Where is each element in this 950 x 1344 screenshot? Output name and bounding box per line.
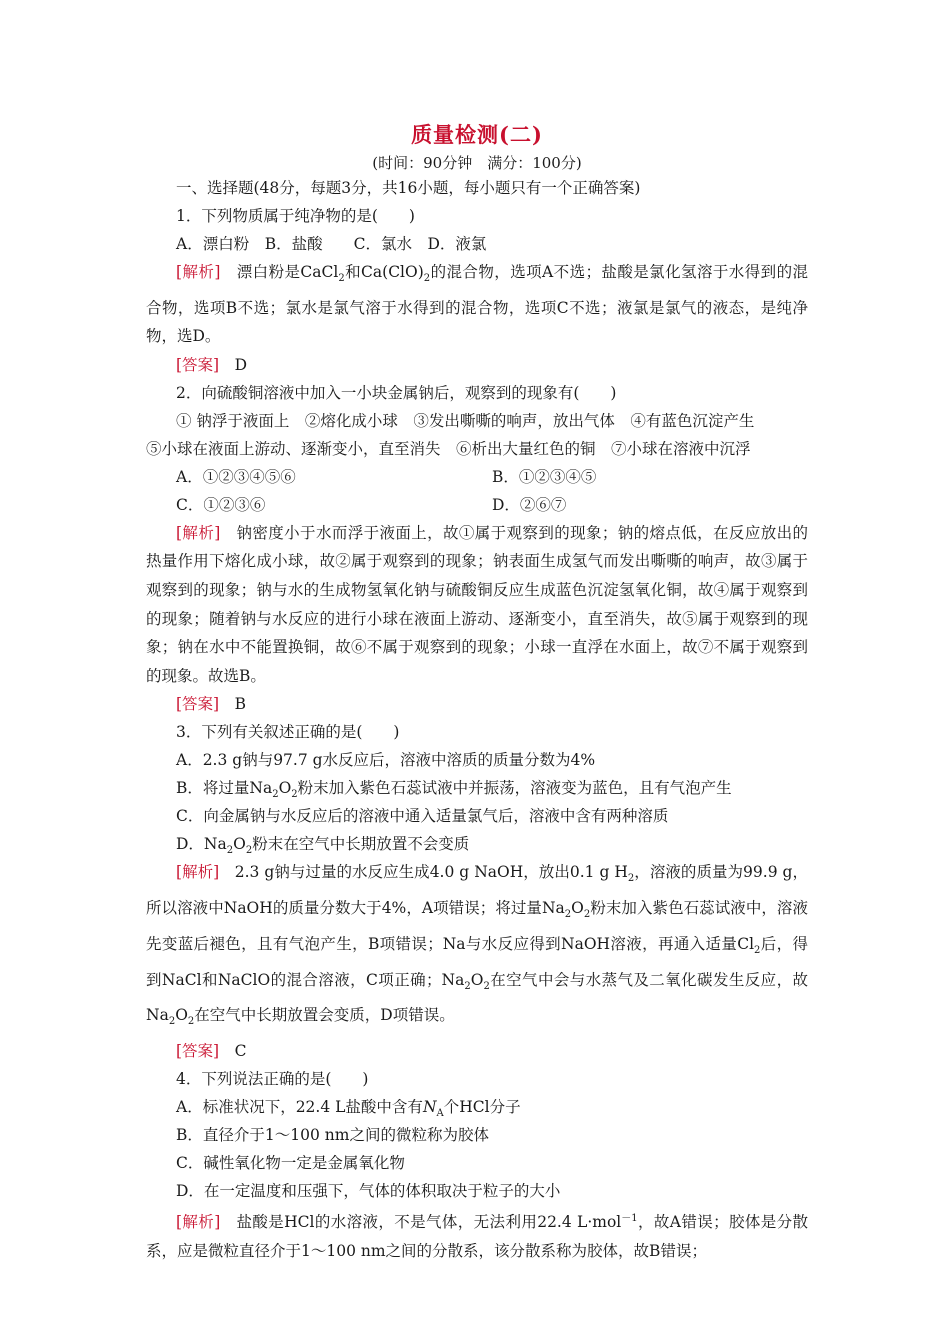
question-1-stem: 1．下列物质属于纯净物的是( ) bbox=[176, 207, 415, 225]
question-2-phenomena-line-1: ① 钠浮于液面上 ②熔化成小球 ③发出嘶嘶的响声，放出气体 ④有蓝色沉淀产生 bbox=[176, 411, 755, 430]
analysis-tag: [解析] bbox=[176, 523, 221, 542]
question-1-options: A．漂白粉 B．盐酸 C．氯水 D．液氯 bbox=[176, 235, 487, 253]
question-3-option-a: A．2.3 g钠与97.7 g水反应后，溶液中溶质的质量分数为4% bbox=[176, 751, 596, 770]
question-2-option-d: D．②⑥⑦ bbox=[492, 495, 567, 514]
analysis-tag: [解析] bbox=[176, 1213, 221, 1232]
question-2-option-a: A．①②③④⑤⑥ bbox=[176, 467, 296, 486]
question-2-options-row-2 bbox=[146, 491, 808, 519]
question-4-option-a: A．标准状况下，22.4 L盐酸中含有$N_A$个HCl分子 bbox=[176, 1097, 521, 1119]
question-4-option-c: C．碱性氧化物一定是金属氧化物 bbox=[176, 1153, 405, 1172]
question-3-stem: 3．下列有关叙述正确的是( ) bbox=[176, 723, 400, 742]
question-3-answer: [答案] C bbox=[176, 1041, 247, 1060]
question-2-phenomena-line-2: ⑤小球在液面上游动、逐渐变小，直至消失 ⑥析出大量红色的铜 ⑦小球在溶液中沉浮 bbox=[146, 439, 751, 458]
question-4-option-b: B．直径介于1～100 nm之间的微粒称为胶体 bbox=[176, 1125, 489, 1144]
question-2-stem: 2．向硫酸铜溶液中加入一小块金属钠后，观察到的现象有( ) bbox=[176, 383, 617, 402]
question-3-analysis: [解析] 2.3 g钠与过量的水反应生成4.0 g NaOH，放出0.1 g $H_2$，溶液的质量为99.9 g，所以溶液中NaOH的质量分数大于4%，A项错误；将过量$Na_2O_2$粉末加入紫色石蕊试液中，溶液先变蓝后褪色，且有气泡产生，B项错误；Na与水反应得到NaOH溶液，再通入适量$Cl_2$后，得到NaCl和NaClO的混合溶液，C项正确；$Na_2O_2$在空气中会与水蒸气及二氧化碳发生反应，故$Na_2O_2$在空气中长期放置会变质，D项错误。 bbox=[146, 863, 808, 1028]
question-1-analysis: [解析] 漂白粉是CaCl$_2$和$Ca(ClO)_2$的混合物，选项A不选；盐酸是氯化氢溶于水得到的混合物，选项B不选；氯水是氯气溶于水得到的混合物，选项C不选；液氯是氯气的液态，是纯净物，选D。 bbox=[146, 263, 808, 346]
page-title: 质量检测(二) bbox=[411, 122, 543, 147]
question-3-option-d: D．$Na_2O_2$粉末在空气中长期放置不会变质 bbox=[176, 835, 470, 857]
analysis-tag: [解析] bbox=[176, 863, 220, 882]
question-3-option-b: B．将过量$Na_2O_2$粉末加入紫色石蕊试液中并振荡，溶液变为蓝色，且有气泡产生 bbox=[176, 779, 732, 801]
question-1-answer: [答案] D bbox=[176, 355, 248, 374]
question-2-option-c: C．①②③⑥ bbox=[176, 495, 266, 514]
question-2-analysis: [解析] 钠密度小于水而浮于液面上，故①属于观察到的现象；钠的熔点低，在反应放出的热量作用下熔化成小球，故②属于观察到的现象；钠表面生成氢气而发出嘶嘶的响声，故③属于观察到的现象；钠与水的生成物氢氧化钠与硫酸铜反应生成蓝色沉淀氢氧化铜，故④属于观察到的现象；随着钠与水反应的进行小球在液面上游动、逐渐变小，直至消失，故⑤属于观察到的现象；钠在水中不能置换铜，故⑥不属于观察到的现象；小球一直浮在水面上，故⑦不属于观察到的现象。故选B。 bbox=[146, 523, 808, 685]
exam-meta: (时间：90分钟 满分：100分) bbox=[372, 154, 582, 172]
question-2-option-b: B．①②③④⑤ bbox=[492, 467, 597, 486]
question-2-options-row-1 bbox=[146, 463, 808, 491]
question-4-stem: 4．下列说法正确的是( ) bbox=[176, 1069, 369, 1088]
answer-tag: [答案] bbox=[176, 1041, 220, 1060]
question-4-analysis: [解析] 盐酸是HCl的水溶液，不是气体，无法利用22.4 L·mol$^{-1}$，故A错误；胶体是分散系，应是微粒直径介于1～100 nm之间的分散系，该分散系称为胶体，故B错误； bbox=[146, 1212, 808, 1260]
answer-tag: [答案] bbox=[176, 695, 220, 714]
analysis-tag: [解析] bbox=[176, 263, 221, 281]
section-heading: 一、选择题(48分，每题3分，共16小题，每小题只有一个正确答案) bbox=[176, 179, 641, 197]
question-2-answer: [答案] B bbox=[176, 695, 246, 714]
question-3-option-c: C．向金属钠与水反应后的溶液中通入适量氯气后，溶液中含有两种溶质 bbox=[176, 807, 669, 826]
answer-tag: [答案] bbox=[176, 355, 220, 374]
question-4-option-d: D．在一定温度和压强下，气体的体积取决于粒子的大小 bbox=[176, 1181, 561, 1200]
document-content bbox=[146, 118, 808, 1265]
